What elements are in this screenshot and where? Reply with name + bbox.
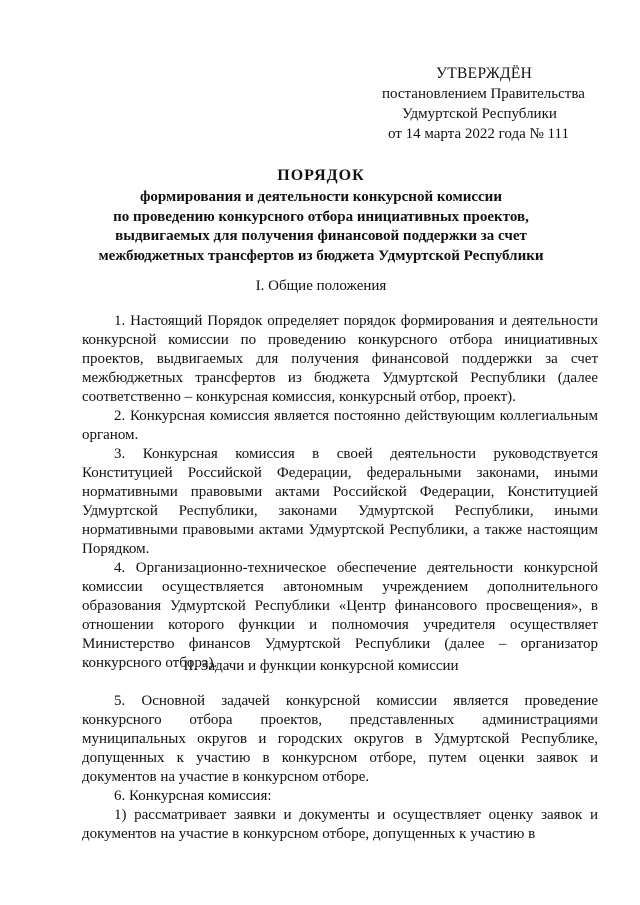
paragraph: 5. Основной задачей конкурсной комиссии является проведение конкурсного отбора проектов, представленных администрациями муниципальных округов и городских округов в Удмуртской Республике, допущенных к участию в конкурсном отборе, путем оценки заявок и документов на участие в конкурсном отборе. — [82, 693, 598, 785]
paragraph: 3. Конкурсная комиссия в своей деятельности руководствуется Конституцией Российской Федерации, федеральными законами, иными нормативными правовыми актами Российской Федерации, Конституцией Удмуртской Республики, законами Удмуртской Республики, иными нормативными правовыми актами Удмуртской Республики, а также настоящим Порядком. — [82, 446, 598, 557]
document-title — [60, 165, 582, 266]
document-title-line: формирования и деятельности конкурсной комиссии — [140, 189, 502, 205]
approval-stamp — [382, 64, 592, 144]
paragraph: 1) рассматривает заявки и документы и осуществляет оценку заявок и документов на участие в конкурсном отборе, допущенных к участию в — [82, 807, 598, 842]
approval-title: УТВЕРЖДЁН — [436, 65, 533, 82]
document-title-line: межбюджетных трансфертов из бюджета Удмуртской Республики — [98, 247, 544, 264]
approval-line: постановлением Правительства — [382, 86, 585, 102]
section-heading: II. Задачи и функции конкурсной комиссии — [183, 658, 459, 674]
section-body — [82, 692, 598, 844]
approval-date: от 14 марта 2022 года № 111 — [388, 126, 569, 142]
paragraph: 6. Конкурсная комиссия: — [114, 788, 272, 804]
paragraph: 1. Настоящий Порядок определяет порядок формирования и деятельности конкурсной комиссии по проведению конкурсного отбора инициативных проектов, выдвигаемых для получения финансовой поддержки за счет межбюджетных трансфертов из бюджета Удмуртской Республики (далее соответственно – конкурсная комиссия, конкурсный отбор, проект). — [82, 313, 598, 405]
section-body — [82, 312, 598, 673]
paragraph: 4. Организационно-техническое обеспечение деятельности конкурсной комиссии осуществляется автономным учреждением дополнительного образования Удмуртской Республики «Центр финансового просвещения», в отношении которого функции и полномочия учредителя осуществляет Министерство финансов Удмуртской Республики (далее – организатор конкурсного отбора). — [82, 560, 598, 671]
document-title-line: выдвигаемых для получения финансовой поддержки за счет — [115, 228, 527, 244]
paragraph: 2. Конкурсная комиссия является постоянно действующим коллегиальным органом. — [82, 408, 598, 443]
section-heading: I. Общие положения — [255, 278, 387, 294]
approval-line: Удмуртской Республики — [402, 106, 557, 122]
document-title-line: по проведению конкурсного отбора инициативных проектов, — [113, 208, 529, 225]
document-title-main: ПОРЯДОК — [277, 167, 365, 184]
